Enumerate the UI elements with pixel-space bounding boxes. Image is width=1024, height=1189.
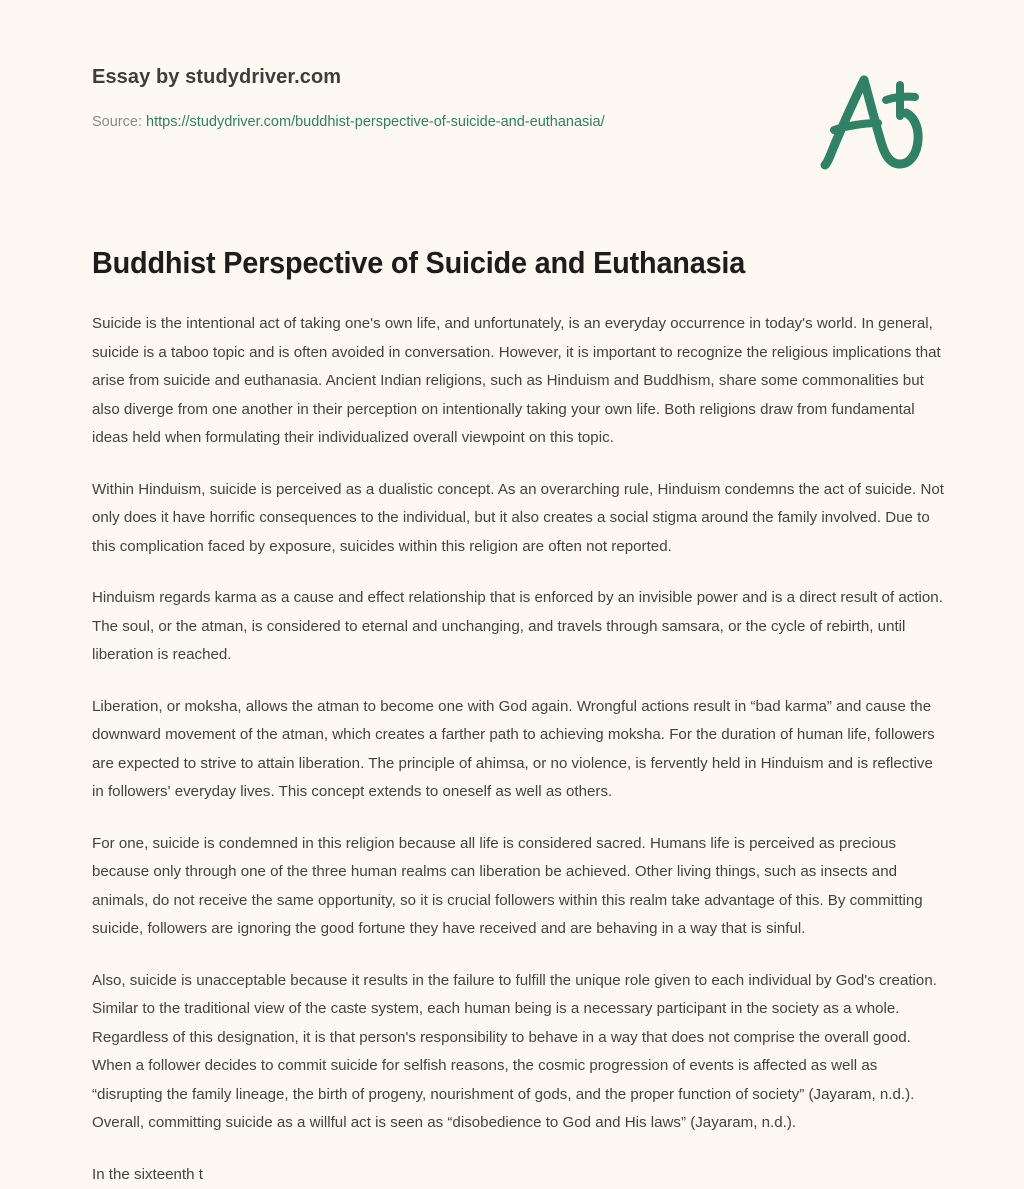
byline: Essay by studydriver.com xyxy=(92,64,792,90)
header-text-block xyxy=(92,64,792,132)
article-container xyxy=(92,243,946,1189)
studydriver-logo[interactable] xyxy=(812,70,930,170)
article-body xyxy=(92,310,946,1189)
source-url-link[interactable]: https://studydriver.com/buddhist-perspective-of-suicide-and-euthanasia/ xyxy=(146,114,605,130)
document-header xyxy=(0,0,1024,200)
source-label: Source: xyxy=(92,114,142,130)
source-line xyxy=(92,112,792,132)
page-title: Buddhist Perspective of Suicide and Euthanasia xyxy=(92,243,886,283)
paragraph: Suicide is the intentional act of taking one's own life, and unfortunately, is an everyday occurrence in today's world. In general, suicide is a taboo topic and is often avoided in conversation. However, it is important to recognize the religious implications that arise from suicide and euthanasia. Ancient Indian religions, such as Hinduism and Buddhism, share some commonalities but also diverge from one another in their perception on intentionally taking your own life. Both religions draw from fundamental ideas held when formulating their individualized overall viewpoint on this topic. xyxy=(92,310,946,453)
a-plus-logo-icon xyxy=(812,70,930,170)
paragraph: Within Hinduism, suicide is perceived as a dualistic concept. As an overarching rule, Hinduism condemns the act of suicide. Not only does it have horrific consequences to the individual, but it also creates a social stigma around the family involved. Due to this complication faced by exposure, suicides within this religion are often not reported. xyxy=(92,476,946,562)
paragraph: Hinduism regards karma as a cause and effect relationship that is enforced by an invisible power and is a direct result of action. The soul, or the atman, is considered to eternal and unchanging, and travels through samsara, or the cycle of rebirth, until liberation is reached. xyxy=(92,584,946,670)
paragraph: For one, suicide is condemned in this religion because all life is considered sacred. Humans life is perceived as precious because only through one of the three human realms can liberation be achieved. Other living things, such as insects and animals, do not receive the same opportunity, so it is crucial followers within this realm take advantage of this. By committing suicide, followers are ignoring the good fortune they have received and are behaving in a way that is sinful. xyxy=(92,830,946,944)
paragraph-truncated: In the sixteenth t xyxy=(92,1161,946,1189)
paragraph: Liberation, or moksha, allows the atman to become one with God again. Wrongful actions result in “bad karma” and cause the downward movement of the atman, which creates a farther path to achieving moksha. For the duration of human life, followers are expected to strive to attain liberation. The principle of ahimsa, or no violence, is fervently held in Hinduism and is reflective in followers' everyday lives. This concept extends to oneself as well as others. xyxy=(92,693,946,807)
paragraph: Also, suicide is unacceptable because it results in the failure to fulfill the unique role given to each individual by God's creation. Similar to the traditional view of the caste system, each human being is a necessary participant in the society as a whole. Regardless of this designation, it is that person's responsibility to behave in a way that does not comprise the overall good. When a follower decides to commit suicide for selfish reasons, the cosmic progression of events is affected as well as “disrupting the family lineage, the birth of progeny, nourishment of gods, and the proper function of society” (Jayaram, n.d.). Overall, committing suicide as a willful act is seen as “disobedience to God and His laws” (Jayaram, n.d.). xyxy=(92,967,946,1138)
